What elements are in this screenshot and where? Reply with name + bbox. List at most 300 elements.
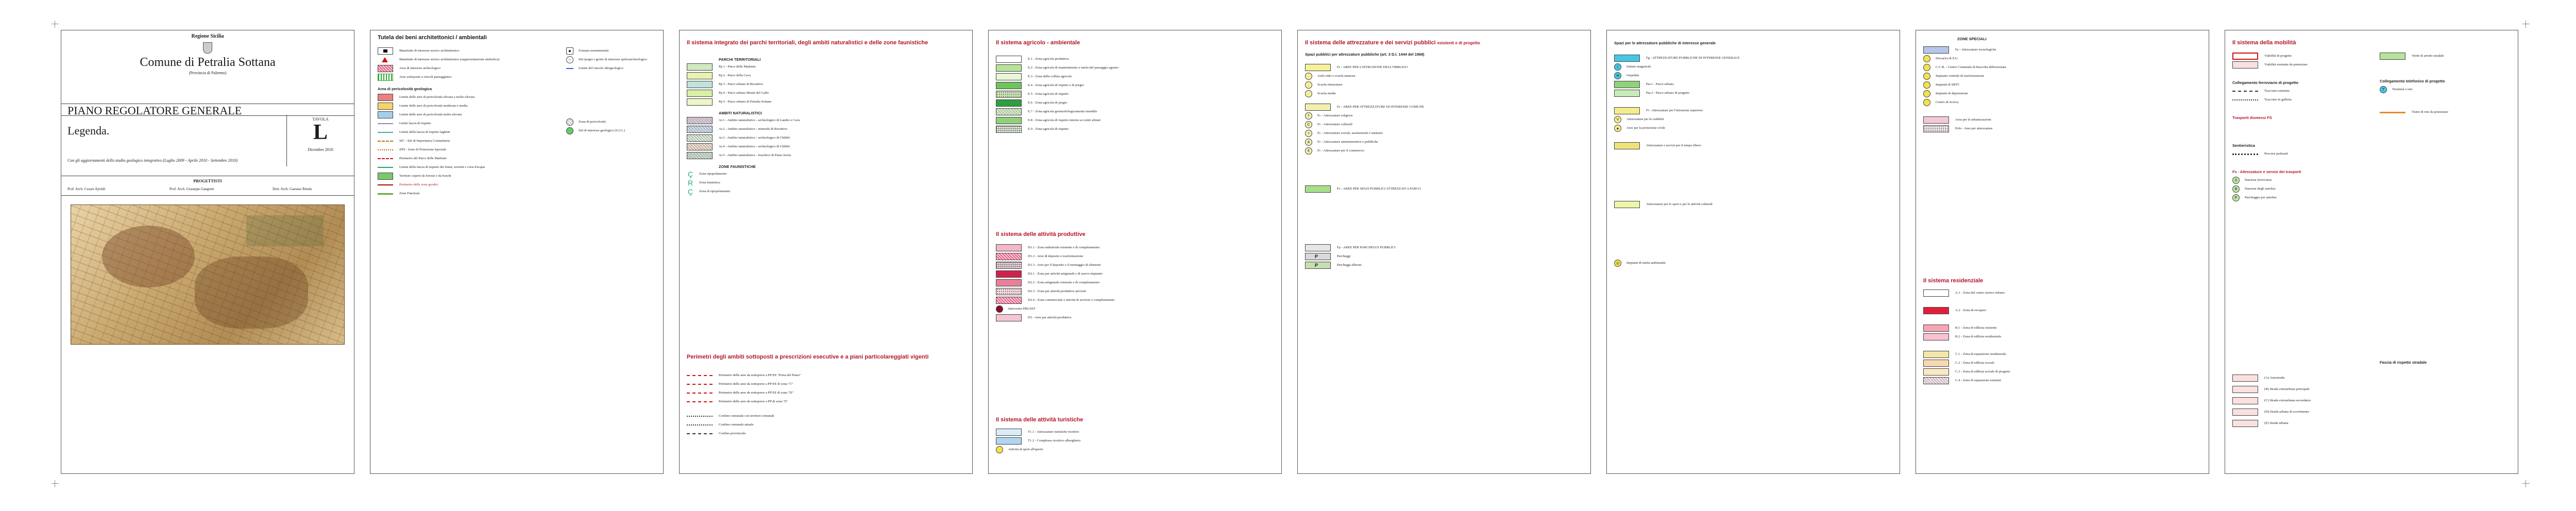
cave-icon: ∩ (566, 56, 573, 63)
legend-label: Fc - Attrezzature religiose (1317, 113, 1353, 117)
legend-item (687, 143, 965, 150)
legend-label: Fv - AREE PER SPAZI PUBBLICI ATTREZZATI A PARCO (1337, 186, 1421, 191)
research-icon (1923, 99, 1930, 106)
legend-heading: Trasporti dismessi FS (2232, 115, 2272, 120)
legend-label: Aree sottoposte a vincoli paesaggistici (399, 75, 452, 79)
legend-item (2232, 397, 2511, 404)
legend-item (1305, 139, 1583, 146)
legend-item (2232, 374, 2511, 382)
legend-heading: Collegamento telefonico di progetto (2380, 78, 2445, 83)
legend-item (1305, 81, 1583, 89)
designer-3: Dott. Arch. Gaetano Renda (273, 187, 312, 191)
admin-icon: A (1305, 139, 1312, 146)
coat-of-arms-icon (203, 42, 212, 54)
legend-label: Pp.2 - Parco della Cava (719, 73, 751, 77)
attrezzature-subtitle: esistenti e di progetto (1437, 41, 1480, 45)
legend-label: Perimetro delle aree da sottoporre a PP EE di zona "D" (719, 390, 794, 395)
legend-item (378, 173, 563, 180)
tavola-label: TAVOLA (312, 117, 329, 122)
legend-label: Fc - Attrezzature per il commercio (1317, 148, 1364, 152)
legend-label: D3 - Aree per attività produttive (1028, 315, 1072, 319)
road-icon: V (1614, 116, 1621, 123)
legend-label: Aree per la protezione civile (1626, 126, 1666, 130)
legend-label: Fa - Attrezzature tecnologiche (1955, 47, 1996, 52)
legend-item (996, 64, 1274, 72)
legend-label: Zona ripopolamento (699, 172, 727, 176)
legend-label: E.2 - Zona agricola di mantenimento e tutela del paesaggio agrario (1028, 65, 1118, 70)
fascia-title: Fascia di rispetto stradale (2380, 360, 2427, 365)
legend-item (1923, 46, 2201, 54)
legend-label: Viabilità di progetto (2264, 54, 2292, 58)
generale-title: Spazi per le attrezzature pubbliche di interesse generale (1614, 41, 1716, 45)
legend-label: E.9 - Zona agricola di rispetto (1028, 127, 1069, 131)
legend-label: Impianti di depurazione (1936, 91, 1968, 95)
legend-label: Scuola media (1317, 91, 1336, 95)
legend-label: Territori coperti da foreste e da boschi (399, 174, 451, 178)
legend-item (1305, 90, 1583, 97)
legend-label: C.3 - Zona di edilizia sociale di progetto (1955, 369, 2010, 373)
legend-label: Fi - Attrezzature per l'istruzione superiore (1646, 108, 1703, 112)
hazard-icon (566, 118, 573, 126)
legend-item (996, 297, 1274, 304)
attrezzature-note: Spazi pubblici per attrezzature pubbliche (art. 3 D.I. 1444 del 1968) (1305, 52, 1425, 57)
legend-label: Fs - AREE PER L'ISTRUZIONE DELL'OBBLIGO (1337, 65, 1408, 69)
legend-item (1614, 107, 1892, 114)
legend-label: Istituto magistrale (1626, 64, 1651, 69)
legend-item (1923, 377, 2201, 384)
legend-label: Perimetro delle aree da sottoporre a PP EE "Porta del Piano" (719, 373, 801, 377)
legend-label: Limite delle aree di pericolosità elevata e molto elevata (399, 95, 475, 99)
legend-item (996, 437, 1274, 445)
legend-item (566, 127, 659, 134)
legend-item (2232, 177, 2377, 184)
legend-label: D2.3 - Zona per attività produttive previste (1028, 289, 1087, 293)
civil-protection-icon: ▲ (1614, 125, 1621, 132)
legend-item (1923, 64, 2201, 71)
legend-label: E.5 - Zona agricola di rispetto (1028, 92, 1069, 96)
doc-title: Legenda. (67, 124, 110, 137)
bus-icon: B (2232, 185, 2240, 193)
legend-heading: Area di pericolosità geologica (378, 86, 432, 91)
legend-label: Siti ipogei e grotte di interesse speleoarcheologico (579, 57, 647, 61)
legend-item (1923, 90, 2201, 97)
legend-item (1923, 73, 2201, 80)
legend-item (2232, 114, 2377, 121)
legend-label: E.4 - Zona agricola di rispetto e di pregio (1028, 83, 1084, 87)
legend-item (378, 146, 563, 154)
legend-label: Tracciato in galleria (2264, 97, 2292, 101)
legend-item (1923, 116, 2201, 124)
legend-label: E.1 - Zona agricola produttiva (1028, 57, 1069, 61)
legend-item (566, 118, 659, 126)
legend-item (1305, 112, 1583, 120)
legend-item (2232, 386, 2511, 393)
legend-label: Attività di sport all'aperto (1008, 447, 1043, 451)
plan-title: PIANO REGOLATORE GENERALE (67, 104, 242, 117)
legend-item (1923, 99, 2201, 106)
fauna-icon: Ç (687, 170, 693, 178)
legend-label: Zone Funzione (399, 191, 420, 195)
legend-item (378, 74, 563, 81)
legend-item (2232, 194, 2377, 201)
legend-label: C.4 - Zone di espansione esistenti (1955, 378, 2001, 382)
attrezzature-title (1305, 40, 1480, 46)
legend-item (996, 305, 1274, 313)
speciali-title: ZONE SPECIALI (1957, 37, 1987, 41)
legend-label: C.1 - Zona di espansione residenziale (1955, 352, 2006, 356)
legend-sheet-tutela (370, 30, 664, 474)
date-label: Dicembre 2010 (308, 147, 333, 152)
legend-label: Limiti fascia di rispetto (399, 121, 431, 125)
culture-icon: C (1305, 121, 1312, 128)
legend-item (1923, 368, 2201, 376)
legend-item (1923, 360, 2201, 367)
recycling-icon (1923, 64, 1930, 71)
legend-label: ZPS - Zone di Protezione Speciale (399, 147, 447, 151)
legend-item (687, 421, 965, 429)
legend-label: B.2 - Zona di edilizia residenziale (1955, 334, 2002, 338)
attrezzature-title-text: Il sistema delle attrezzature e dei servizi pubblici (1305, 40, 1436, 46)
legend-item (687, 98, 965, 106)
legend-label: Intervento PRUSST (1008, 306, 1036, 311)
legend-item (1305, 73, 1583, 80)
legend-item (1923, 351, 2201, 358)
legend-label: D2.2 - Zona artigianale esistente e di completamento (1028, 280, 1100, 284)
legend-item (378, 129, 563, 136)
legend-label: Polo - Aree per attrezzature (1955, 126, 1993, 130)
station-icon: S (2232, 177, 2240, 184)
legend-item (996, 314, 1274, 321)
legend-item (1923, 81, 2201, 89)
legend-label: Fc - Attrezzature amministrative e pubbliche (1317, 140, 1378, 144)
legend-label: Area di interesse archeologico (399, 66, 441, 70)
purifier-icon (1923, 90, 1930, 97)
legend-label: (C) Strada extraurbana secondaria (2264, 398, 2311, 402)
legend-label: SIC - Siti di Importanza Comunitaria (399, 139, 450, 143)
prusst-icon (996, 305, 1003, 313)
legend-item (1923, 307, 2201, 314)
crop-mark (52, 21, 59, 28)
legend-item (2232, 88, 2377, 95)
legend-item (1305, 147, 1583, 155)
legend-item (996, 279, 1274, 286)
legend-item (996, 82, 1274, 89)
legend-item (687, 81, 965, 88)
legend-label: (E) Strada urbana (2264, 421, 2289, 425)
legend-item (378, 56, 563, 63)
legend-heading: Fs - Attrezzature e servizi dei trasporti (2232, 169, 2301, 174)
fountain-icon: ◆ (566, 47, 573, 55)
legend-item (996, 99, 1274, 107)
legend-label: Manufatto di interesse storico architettonico (399, 48, 460, 53)
legend-label: D2.1 - Zona per attività artigianali e di nuovo impianto (1028, 271, 1103, 276)
cover-sheet (61, 30, 354, 474)
legend-item (1614, 55, 1892, 62)
legend-heading: Sentieristica (2232, 143, 2255, 148)
legend-item (566, 56, 659, 63)
legend-item (378, 94, 563, 101)
legend-item (1614, 90, 1892, 97)
fauna-heading: ZONE FAUNISTICHE (719, 164, 756, 169)
legend-label: Discarica R.S.U. (1936, 56, 1959, 60)
legend-item (996, 446, 1274, 453)
legend-item (996, 244, 1274, 251)
legend-label: Par.1 - Parco urbano (1646, 82, 1674, 86)
legend-label: Manufatto di interesse storico architettonico (rappresentazione simbolica) (399, 57, 500, 61)
legend-item (378, 138, 563, 145)
legend-sheet-mobilita (2225, 30, 2518, 474)
legend-item (2232, 61, 2377, 69)
legend-item (1614, 116, 1892, 123)
perimetri-title: Perimetri degli ambiti sottoposti a prescrizioni esecutive e a piani particolareggiati vigenti (687, 354, 929, 360)
legend-item (996, 429, 1274, 436)
legend-label: Impianto centrale di trasformazione (1936, 74, 1985, 78)
legend-label: (B) Strada extraurbana principale (2264, 387, 2310, 391)
legend-item (687, 381, 965, 388)
legend-item (2232, 185, 2377, 193)
legend-label: Asilo nido e scuola materna (1317, 74, 1355, 78)
legend-item (2380, 77, 2514, 84)
legend-label: Pp.4 - Parco urbano Monte del Gallo (719, 91, 769, 95)
legend-item (2232, 168, 2377, 175)
legend-label: Parcheggio per autobus (2245, 195, 2277, 199)
legend-label: Impianti di tutela ambientale (1626, 261, 1666, 265)
legend-item (2380, 86, 2514, 93)
historic-map-image (71, 205, 345, 345)
legend-item (687, 398, 965, 405)
legend-label: Confine provinciale (719, 431, 746, 435)
legend-item (1305, 185, 1583, 193)
crop-mark (52, 480, 59, 487)
legend-label: Tracciato esistente (2264, 89, 2290, 93)
legend-label: Perimetro delle aree da sottoporre a PP EE di zona "C" (719, 382, 793, 386)
legend-label: Pp.1 - Parco delle Madonie (719, 64, 756, 69)
legend-item (378, 111, 563, 118)
legend-label: Limite delle aree di pericolosità molto elevata (399, 112, 462, 116)
legend-sheet-agricolo (988, 30, 1282, 474)
legend-item (687, 372, 965, 379)
legend-label: A.2 - Zona di recupero (1955, 308, 1987, 312)
legend-item (378, 47, 563, 55)
legend-item (1923, 325, 2201, 332)
legend-item (687, 134, 965, 142)
legend-item (996, 117, 1274, 124)
legend-label: E.3 - Zona della collina agricola (1028, 74, 1072, 78)
legend-item (378, 181, 563, 189)
legend-item (687, 126, 965, 133)
crop-mark (2522, 21, 2530, 28)
legend-item (687, 413, 965, 420)
legend-label: Percorsi pedonali (2264, 151, 2288, 156)
legend-label: E.7 - Zona agricola geomorfologicamente instabile (1028, 109, 1097, 113)
legend-item (1305, 130, 1583, 137)
legend-label: Fc - Attrezzature sociali, assistenziali e sanitarie (1317, 131, 1383, 135)
legend-item (378, 190, 563, 197)
environment-icon: ◎ (1614, 260, 1621, 267)
legend-label: Attrezzature per la viabilità (1626, 117, 1664, 121)
legend-label: Perimetro del Parco delle Madonie (399, 156, 447, 160)
legend-label: Impianti di SRTC (1936, 82, 1960, 87)
antenna-icon (1923, 81, 1930, 89)
legend-label: Terminal e rete (2392, 87, 2413, 91)
legend-label: Ar.3 - Ambito naturalistico - archeologico di Chibbò (719, 135, 790, 140)
power-icon (1923, 73, 1930, 80)
parchi-heading: PARCHI TERRITORIALI (719, 57, 761, 62)
legend-item (687, 63, 965, 71)
geosite-icon (566, 127, 573, 134)
legend-label: (A) Autostrada (2264, 376, 2285, 380)
residenziale-title: Il sistema residenziale (1923, 278, 1984, 284)
legend-label: Stazione ferroviaria (2245, 178, 2272, 182)
legend-label: Par.2 - Parco urbano di progetto (1646, 91, 1690, 95)
legend-label: Zona faunistica (699, 180, 720, 184)
parking-tree-icon: P (1315, 263, 1318, 268)
legend-label: E.8 - Zona agricola di rispetto intorno ai centri abitati (1028, 118, 1100, 122)
legend-item (378, 65, 563, 72)
legend-label: Siti di interesse geologico (S.I.G.) (579, 128, 625, 132)
legend-label: Confine comunale attuale (719, 422, 754, 427)
legend-item (1305, 64, 1583, 71)
legend-sheet-attrezzature (1297, 30, 1591, 474)
parchi-title: Il sistema integrato dei parchi territoriali, degli ambiti naturalistici e delle zone faunistiche (687, 40, 928, 46)
legend-item (996, 56, 1274, 63)
legend-label: C.C.R. - Centro Comunale di Raccolta differenziata (1936, 65, 2006, 69)
legend-item (687, 72, 965, 79)
legend-label: Limite delle aree di pericolosità moderata e media (399, 104, 468, 108)
legend-item (2232, 142, 2377, 149)
legend-label: Limite della fascia di rispetto laghetti (399, 130, 450, 134)
legend-label: Tratto di rete da potenziare (2412, 110, 2449, 114)
legend-item (996, 73, 1274, 80)
legend-label: (D) Strada urbana di scorrimento (2264, 410, 2310, 414)
ambiti-heading: AMBITI NATURALISTICI (719, 111, 762, 115)
legend-item (1614, 142, 1892, 149)
legend-label: Parcheggi (1337, 254, 1351, 258)
legend-item (996, 108, 1274, 115)
legend-item (996, 91, 1274, 98)
legend-label: C.2 - Zona di edilizia sociale (1955, 361, 1995, 365)
legend-sheet-zone-speciali (1916, 30, 2209, 474)
legend-label: Parcheggi alberati (1337, 263, 1362, 267)
legend-label: Scuola elementare (1317, 82, 1343, 87)
legend-item (378, 120, 563, 127)
team-label: PROGETTISTI (193, 179, 222, 183)
legend-item (687, 389, 965, 397)
region-label: Regione Sicilia (191, 33, 224, 39)
legend-item (687, 117, 965, 124)
legend-sheet-interesse-generale (1606, 30, 1900, 474)
legend-item (1614, 72, 1892, 79)
legend-label: Perimetro delle aree da sottoporre a PP di zona "E" (719, 399, 788, 403)
legend-item (1923, 55, 2201, 62)
legend-label: Ar.5 - Ambito naturalistico - boschivo di Piano Inven (719, 153, 791, 157)
legend-item (566, 47, 659, 55)
legend-item (1305, 262, 1583, 269)
legend-label: D1.3 - Aree per il deposito e il montaggio di elementi (1028, 263, 1101, 267)
legend-item (1305, 253, 1583, 260)
fauna-icon: Ç (687, 188, 693, 196)
legend-label: Ar.2 - Ambito naturalistico - minerale di Recattivo (719, 127, 788, 131)
legend-item (1614, 63, 1892, 71)
legend-label: Limite del vincolo idrogeologico (579, 66, 623, 70)
legend-item (1923, 289, 2201, 297)
legend-label: Attrezzature per lo sport e per le attività culturali (1646, 202, 1713, 206)
telecom-icon: T (2380, 86, 2387, 93)
legend-item (1305, 121, 1583, 128)
legend-label: D2.4 - Zona commerciale e attività di servizio e completamento (1028, 298, 1115, 302)
legend-item (1614, 260, 1892, 267)
legend-heading: Collegamento ferroviario di progetto (2232, 80, 2299, 85)
legend-label: T1.2 - Complesso ricettivo alberghiero (1028, 438, 1081, 442)
legend-item (2232, 420, 2511, 427)
legend-item (2232, 408, 2511, 416)
update-note: Con gli aggiornamenti dello studio geologico integrativo (Luglio 2009 - Aprile 2010 - Settembre 2010) (67, 158, 238, 163)
legend-label: Centro di ricerca (1936, 100, 1959, 104)
tavola-letter: L (313, 121, 328, 144)
bus-parking-icon: P (2232, 194, 2240, 201)
legend-label: Fp - AREE PER PARCHEGGI PUBBLICI (1337, 245, 1396, 249)
legend-item (1305, 244, 1583, 251)
legend-label: Area per le urbanizzazioni (1955, 117, 1991, 122)
province-label: (Provincia di Palermo) (189, 71, 227, 75)
tutela-title: Tutela dei beni architettonici / ambientali (378, 35, 487, 41)
legend-label: Ar.1 - Ambito naturalistico - archeologico di Landro e Cava (719, 118, 800, 122)
nursery-icon: · (1305, 73, 1312, 80)
legend-item (687, 171, 965, 178)
fauna-icon: R (687, 179, 693, 187)
legend-label: Pp.5 - Parco urbano di Petralia Sottana (719, 99, 772, 104)
school-icon: I (1614, 63, 1621, 71)
legend-label: Fontana monumentale (579, 48, 609, 53)
legend-label: D1.1 - Zona industriale esistente e di completamento (1028, 245, 1100, 249)
legend-label: Fc - Attrezzature culturali (1317, 122, 1352, 126)
legend-label: Viabilità esistente da potenziare (2264, 62, 2308, 66)
legend-item (2232, 79, 2377, 86)
mobilita-title: Il sistema della mobilità (2232, 40, 2296, 46)
legend-label: B.1 - Zona di edilizia esistente (1955, 326, 1997, 330)
legend-label: T1.1 - Attrezzature turistiche ricettive (1028, 430, 1079, 434)
legend-item (2232, 150, 2377, 158)
landfill-icon (1923, 55, 1930, 62)
legend-item (996, 262, 1274, 269)
legend-item (378, 103, 563, 110)
church-icon: † (1305, 112, 1312, 120)
produttive-title: Il sistema delle attività produttive (996, 231, 1086, 237)
legend-label: D1.2 - Aree di deposito e trasformazione (1028, 254, 1083, 258)
school-icon: · (1305, 81, 1312, 89)
legend-label: A.1 - Zona del centro storico urbano (1955, 291, 2005, 295)
parking-icon: P (1315, 254, 1318, 259)
legend-label: Verde di arredo stradale (2412, 54, 2444, 58)
sport-icon (996, 446, 1003, 453)
legend-item (996, 126, 1274, 133)
turistiche-title: Il sistema delle attività turistiche (996, 417, 1083, 423)
legend-item (2380, 53, 2514, 60)
legend-item (687, 430, 965, 437)
legend-label: Ar.4 - Ambito naturalistico - archeologico di Chibbò (719, 144, 790, 148)
designer-2: Prof. Arch. Giuseppe Gangemi (170, 187, 214, 191)
legend-item (1614, 125, 1892, 132)
commerce-icon: € (1305, 147, 1312, 155)
legend-item (996, 253, 1274, 260)
legend-label: Confine comunale con territori comunali (719, 414, 774, 418)
legend-label: Limite della fascia di rispetto dei fiumi, torrenti e corsi d'acqua (399, 165, 485, 169)
legend-label: Pp.3 - Parco urbano di Recattivo (719, 82, 764, 86)
legend-label: Fg - ATTREZZATURE PUBBLICHE DI INTERESSE GENERALE (1646, 56, 1740, 60)
legend-item (378, 155, 563, 162)
legend-item (566, 65, 659, 72)
legend-item (1923, 333, 2201, 340)
